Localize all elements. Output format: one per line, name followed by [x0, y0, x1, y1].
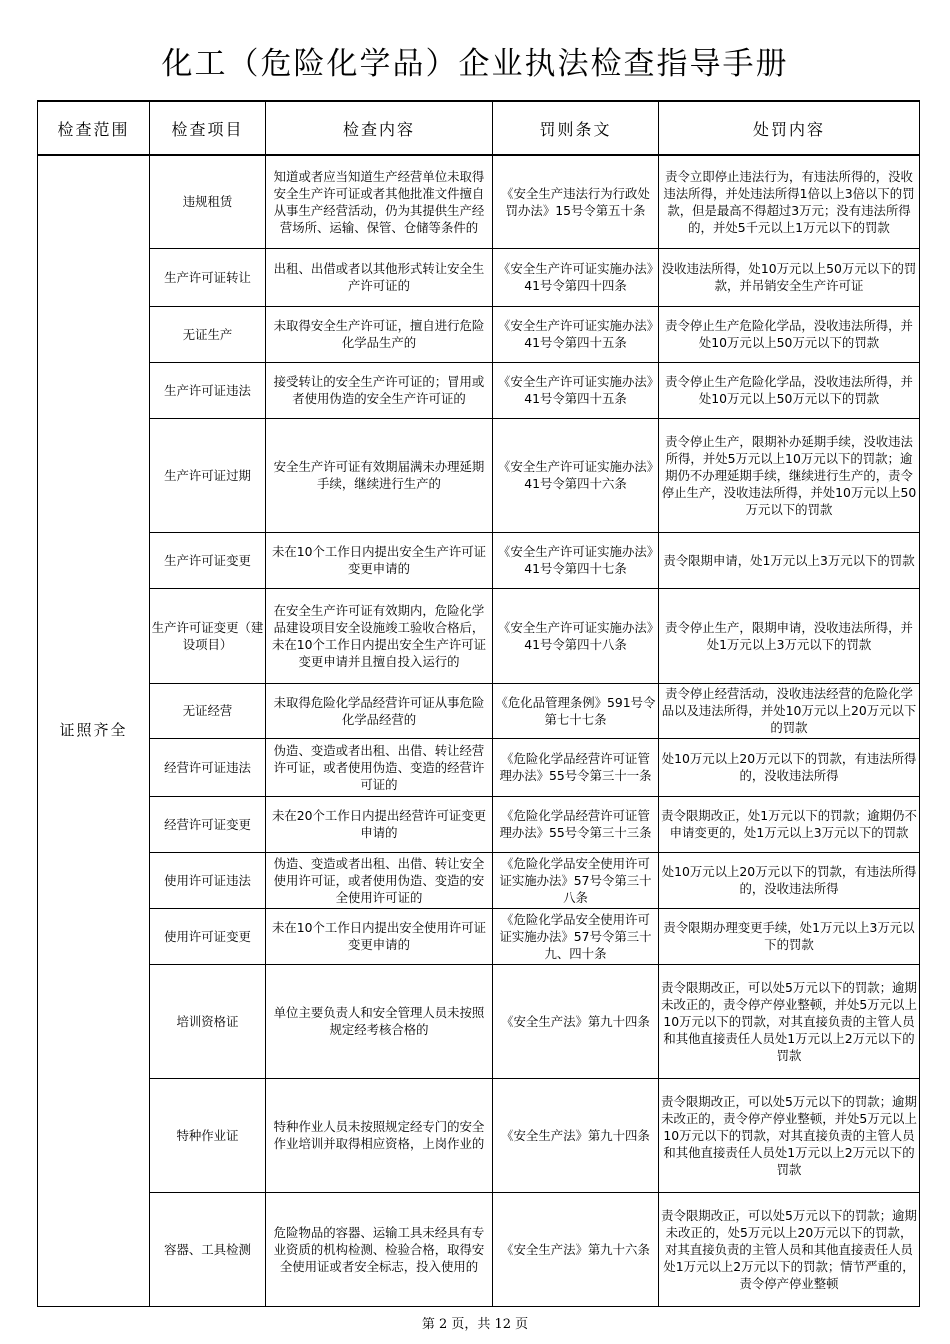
law-cell: 《安全生产法》第九十四条	[493, 1078, 659, 1192]
content-cell: 未在10个工作日内提出安全使用许可证变更申请的	[266, 908, 493, 964]
item-cell: 生产许可证转让	[150, 248, 266, 306]
table-row	[38, 155, 920, 248]
content-cell: 单位主要负责人和安全管理人员未按照规定经考核合格的	[266, 964, 493, 1078]
table-row	[38, 964, 920, 1078]
item-cell: 无证生产	[150, 306, 266, 362]
penalty-cell: 责令限期改正，可以处5万元以下的罚款；逾期未改正的，处5万元以上20万元以下的罚款，对其直接负责的主管人员和其他直接责任人员处1万元以上2万元以下的罚款；情节严重的，责令停产停业整顿	[659, 1192, 920, 1306]
table-row	[38, 738, 920, 796]
table-row	[38, 1192, 920, 1306]
item-cell: 违规租赁	[150, 155, 266, 248]
content-cell: 特种作业人员未按照规定经专门的安全作业培训并取得相应资格，上岗作业的	[266, 1078, 493, 1192]
item-cell: 经营许可证违法	[150, 738, 266, 796]
content-cell: 危险物品的容器、运输工具未经具有专业资质的机构检测、检验合格，取得安全使用证或者安全标志，投入使用的	[266, 1192, 493, 1306]
table-row	[38, 796, 920, 852]
content-cell: 伪造、变造或者出租、出借、转让经营许可证，或者使用伪造、变造的经营许可证的	[266, 738, 493, 796]
content-cell: 接受转让的安全生产许可证的；冒用或者使用伪造的安全生产许可证的	[266, 362, 493, 418]
header-item: 检查项目	[150, 101, 266, 155]
item-cell: 无证经营	[150, 683, 266, 738]
table-body	[38, 155, 920, 1306]
content-cell: 未在10个工作日内提出安全生产许可证变更申请的	[266, 532, 493, 588]
item-cell: 使用许可证变更	[150, 908, 266, 964]
content-cell: 伪造、变造或者出租、出借、转让安全使用许可证，或者使用伪造、变造的安全使用许可证的	[266, 852, 493, 908]
penalty-cell: 责令停止生产，限期补办延期手续，没收违法所得，并处5万元以上10万元以下的罚款；逾期仍不办理延期手续，继续进行生产的，责令停止生产，没收违法所得，并处10万元以上50万元以下的罚款	[659, 418, 920, 532]
penalty-cell: 责令停止经营活动，没收违法经营的危险化学品以及违法所得，并处10万元以上20万元以下的罚款	[659, 683, 920, 738]
header-scope: 检查范围	[38, 101, 150, 155]
law-cell: 《安全生产法》第九十四条	[493, 964, 659, 1078]
law-cell: 《安全生产法》第九十六条	[493, 1192, 659, 1306]
table-row	[38, 1078, 920, 1192]
law-cell: 《危化品管理条例》591号令第七十七条	[493, 683, 659, 738]
table-row	[38, 418, 920, 532]
law-cell: 《危险化学品经营许可证管理办法》55号令第三十三条	[493, 796, 659, 852]
page-footer: 第 2 页，共 12 页	[421, 1317, 529, 1332]
content-cell: 知道或者应当知道生产经营单位未取得安全生产许可证或者其他批准文件擅自从事生产经营活动，仍为其提供生产经营场所、运输、保管、仓储等条件的	[266, 155, 493, 248]
penalty-cell: 处10万元以上20万元以下的罚款，有违法所得的，没收违法所得	[659, 738, 920, 796]
item-cell: 特种作业证	[150, 1078, 266, 1192]
penalty-cell: 责令限期申请，处1万元以上3万元以下的罚款	[659, 532, 920, 588]
law-cell: 《安全生产许可证实施办法》41号令第四十六条	[493, 418, 659, 532]
penalty-cell: 责令限期改正，处1万元以下的罚款；逾期仍不申请变更的，处1万元以上3万元以下的罚款	[659, 796, 920, 852]
table-row	[38, 248, 920, 306]
penalty-cell: 责令限期改正，可以处5万元以下的罚款；逾期未改正的，责令停产停业整顿，并处5万元以上10万元以下的罚款，对其直接负责的主管人员和其他直接责任人员处1万元以上2万元以下的罚款	[659, 1078, 920, 1192]
item-cell: 生产许可证过期	[150, 418, 266, 532]
item-cell: 培训资格证	[150, 964, 266, 1078]
law-cell: 《危险化学品安全使用许可证实施办法》57号令第三十八条	[493, 852, 659, 908]
law-cell: 《安全生产许可证实施办法》41号令第四十八条	[493, 588, 659, 683]
item-cell: 容器、工具检测	[150, 1192, 266, 1306]
item-cell: 经营许可证变更	[150, 796, 266, 852]
penalty-cell: 处10万元以上20万元以下的罚款，有违法所得的，没收违法所得	[659, 852, 920, 908]
content-cell: 出租、出借或者以其他形式转让安全生产许可证的	[266, 248, 493, 306]
penalty-cell: 责令停止生产危险化学品，没收违法所得，并处10万元以上50万元以下的罚款	[659, 306, 920, 362]
page-title: 化工（危险化学品）企业执法检查指导手册	[161, 46, 789, 82]
table-row	[38, 306, 920, 362]
law-cell: 《危险化学品经营许可证管理办法》55号令第三十一条	[493, 738, 659, 796]
header-penalty: 处罚内容	[659, 101, 920, 155]
table-row	[38, 908, 920, 964]
content-cell: 在安全生产许可证有效期内，危险化学品建设项目安全设施竣工验收合格后，未在10个工作日内提出安全生产许可证变更申请并且擅自投入运行的	[266, 588, 493, 683]
item-cell: 使用许可证违法	[150, 852, 266, 908]
law-cell: 《安全生产许可证实施办法》41号令第四十五条	[493, 306, 659, 362]
header-content: 检查内容	[266, 101, 493, 155]
table-row	[38, 852, 920, 908]
inspection-table	[37, 100, 920, 1307]
content-cell: 未取得危险化学品经营许可证从事危险化学品经营的	[266, 683, 493, 738]
item-cell: 生产许可证违法	[150, 362, 266, 418]
scope-cell: 证照齐全	[38, 155, 150, 1306]
law-cell: 《危险化学品安全使用许可证实施办法》57号令第三十九、四十条	[493, 908, 659, 964]
law-cell: 《安全生产许可证实施办法》41号令第四十四条	[493, 248, 659, 306]
penalty-cell: 责令停止生产，限期申请，没收违法所得，并处1万元以上3万元以下的罚款	[659, 588, 920, 683]
content-cell: 未取得安全生产许可证，擅自进行危险化学品生产的	[266, 306, 493, 362]
penalty-cell: 责令立即停止违法行为，有违法所得的，没收违法所得，并处违法所得1倍以上3倍以下的罚款，但是最高不得超过3万元；没有违法所得的，并处5千元以上1万元以下的罚款	[659, 155, 920, 248]
content-cell: 安全生产许可证有效期届满未办理延期手续，继续进行生产的	[266, 418, 493, 532]
table-row	[38, 362, 920, 418]
penalty-cell: 责令限期改正，可以处5万元以下的罚款；逾期未改正的，责令停产停业整顿，并处5万元以上10万元以下的罚款，对其直接负责的主管人员和其他直接责任人员处1万元以上2万元以下的罚款	[659, 964, 920, 1078]
item-cell: 生产许可证变更（建设项目）	[150, 588, 266, 683]
table-row	[38, 532, 920, 588]
penalty-cell: 责令限期办理变更手续，处1万元以上3万元以下的罚款	[659, 908, 920, 964]
law-cell: 《安全生产违法行为行政处罚办法》15号令第五十条	[493, 155, 659, 248]
table-header-row	[38, 101, 920, 155]
content-cell: 未在20个工作日内提出经营许可证变更申请的	[266, 796, 493, 852]
law-cell: 《安全生产许可证实施办法》41号令第四十七条	[493, 532, 659, 588]
table-row	[38, 683, 920, 738]
table-row	[38, 588, 920, 683]
penalty-cell: 责令停止生产危险化学品，没收违法所得，并处10万元以上50万元以下的罚款	[659, 362, 920, 418]
header-law: 罚则条文	[493, 101, 659, 155]
penalty-cell: 没收违法所得，处10万元以上50万元以下的罚款，并吊销安全生产许可证	[659, 248, 920, 306]
item-cell: 生产许可证变更	[150, 532, 266, 588]
law-cell: 《安全生产许可证实施办法》41号令第四十五条	[493, 362, 659, 418]
